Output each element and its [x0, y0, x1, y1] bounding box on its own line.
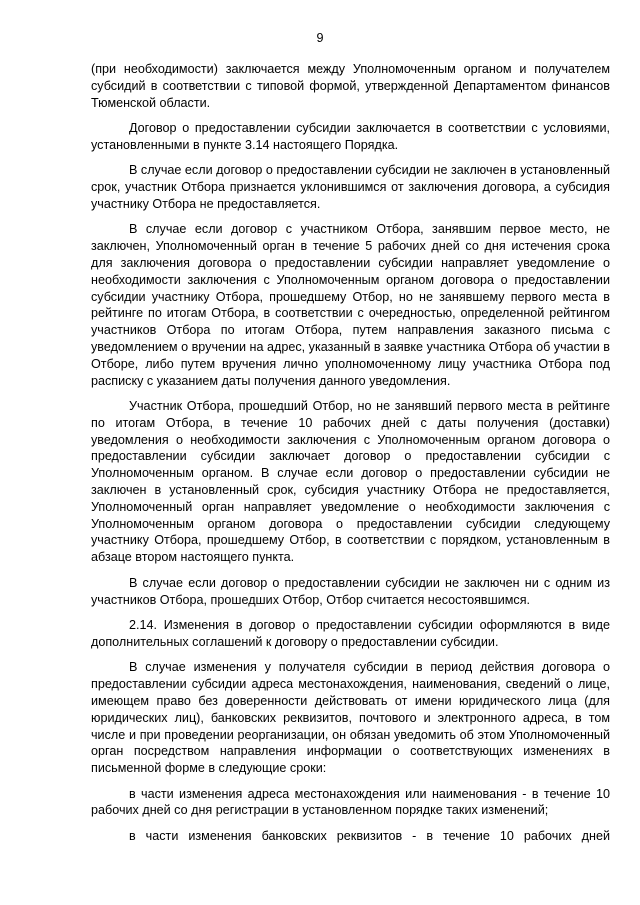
paragraph-bank-details-term: в части изменения банковских реквизитов - в течение 10 рабочих дней [129, 828, 610, 843]
paragraph-first-place-not-concluded: В случае если договор с участником Отбора, занявшим первое место, не заключен, Уполномоченный орган в течение 5 рабочих дней со дня истечения срока для заключения договора о предоставлении субсидии направляет уведомление о необходимости заключения с Уполномоченным органом договора о предоставлении субсидии участнику Отбора, прошедшему Отбор, но не занявшему первого места в рейтинге по итогам Отбора, в соответствии с очередностью, определенной рейтингом участников Отбора по итогам Отбора, путем направления заказного письма с уведомлением о вручении на адрес, указанный в заявке участника Отбора об участии в Отборе, либо путем вручения лично уполномоченному лицу участника Отбора под расписку с указанием даты получения данного уведомления. [91, 222, 610, 388]
paragraph-recipient-changes: В случае изменения у получателя субсидии в период действия договора о предоставлении субсидии адреса местонахождения, наименования, сведений о лице, имеющем право без доверенности действовать от имени юридического лица (для юридических лиц), банковских реквизитов, почтового и электронного адреса, в том числе и при проведении реорганизации, он обязан уведомить об этом Уполномоченный орган посредством направления информации о соответствующих изменениях в письменной форме в следующие сроки: [91, 660, 610, 776]
page-number: 9 [316, 31, 324, 45]
paragraph-contract-conditions: Договор о предоставлении субсидии заключается в соответствии с условиями, установленными в пункте 3.14 настоящего Порядка. [91, 121, 610, 152]
paragraph-address-change-term: в части изменения адреса местонахождения или наименования - в течение 10 рабочих дней со дня регистрации в установленном порядке таких изменений; [91, 786, 610, 818]
paragraph-2-14-amendments: 2.14. Изменения в договор о предоставлении субсидии оформляются в виде дополнительных соглашений к договору о предоставлении субсидии. [91, 618, 610, 649]
document-body [91, 61, 610, 853]
paragraph-continuation: (при необходимости) заключается между Уполномоченным органом и получателем субсидий в соответствии с типовой формой, утвержденной Департаментом финансов Тюменской области. [91, 62, 610, 110]
paragraph-second-participant: Участник Отбора, прошедший Отбор, но не занявший первого места в рейтинге по итогам Отбора, в течение 10 рабочих дней с даты получения (доставки) уведомления о необходимости заключения с Уполномоченным органом договора о предоставлении субсидии заключает договор о предоставлении субсидии с Уполномоченным органом. В случае если договор о предоставлении субсидии не заключен в установленный срок, субсидия участнику Отбора не предоставляется, Уполномоченный орган направляет уведомление о необходимости заключения с Уполномоченным органом договора о предоставлении субсидии следующему участнику Отбора, прошедшему Отбор, в соответствии с порядком, установленным в абзаце втором настоящего пункта. [91, 399, 610, 565]
paragraph-evasion: В случае если договор о предоставлении субсидии не заключен в установленный срок, участник Отбора признается уклонившимся от заключения договора, а субсидия участнику Отбора не предоставляется. [91, 163, 610, 211]
paragraph-selection-failed: В случае если договор о предоставлении субсидии не заключен ни с одним из участников Отбора, прошедших Отбор, Отбор считается несостоявшимся. [91, 575, 610, 607]
